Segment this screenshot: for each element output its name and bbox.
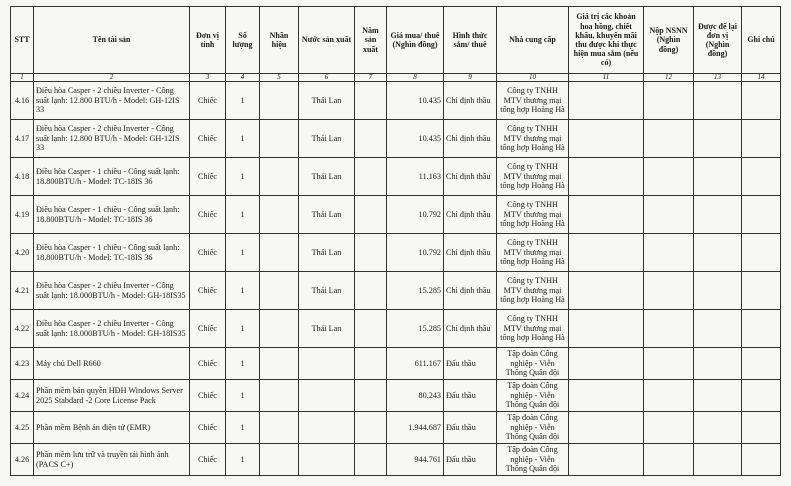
header-year: Năm sản xuất: [355, 7, 387, 74]
header-method: Hình thức sắm/ thuê: [444, 7, 497, 74]
cell-qty: 1: [226, 380, 260, 412]
cell-method: Chỉ định thầu: [444, 196, 497, 234]
column-number: 7: [355, 74, 387, 82]
cell-qty: 1: [226, 196, 260, 234]
cell-country: [299, 380, 355, 412]
cell-year: [355, 348, 387, 380]
cell-price: 15.285: [387, 310, 444, 348]
cell-country: Thái Lan: [299, 196, 355, 234]
cell-year: [355, 310, 387, 348]
header-brand: Nhãn hiệu: [260, 7, 299, 74]
table-row: [11, 158, 781, 196]
column-number: 11: [569, 74, 644, 82]
header-price: Giá mua/ thuê (Nghìn đồng): [387, 7, 444, 74]
cell-name: Phần mềm Bệnh án điện tử (EMR): [34, 412, 190, 444]
cell-qty: 1: [226, 120, 260, 158]
column-number: 13: [694, 74, 742, 82]
cell-note: [742, 380, 781, 412]
table-row: [11, 412, 781, 444]
cell-price: 944.761: [387, 444, 444, 476]
cell-note: [742, 444, 781, 476]
header-supplier: Nhà cung cấp: [497, 7, 569, 74]
cell-qty: 1: [226, 348, 260, 380]
cell-price: 15.285: [387, 272, 444, 310]
cell-name: Điều hòa Casper - 1 chiều - Công suất lạnh: 18.800BTU/h - Model: TC-18IS 36: [34, 196, 190, 234]
cell-country: Thái Lan: [299, 234, 355, 272]
cell-brand: [260, 310, 299, 348]
cell-nsnn: [644, 380, 694, 412]
cell-qty: 1: [226, 234, 260, 272]
cell-year: [355, 158, 387, 196]
cell-stt: 4.22: [11, 310, 34, 348]
cell-price: 80.243: [387, 380, 444, 412]
header-qty: Số lượng: [226, 7, 260, 74]
cell-price: 11.163: [387, 158, 444, 196]
cell-brand: [260, 158, 299, 196]
cell-discount: [569, 310, 644, 348]
cell-name: Điều hòa Casper - 2 chiều Inverter - Công suất lạnh: 18.000BTU/h - Model: GH-18IS35: [34, 272, 190, 310]
cell-kept: [694, 272, 742, 310]
cell-discount: [569, 234, 644, 272]
cell-nsnn: [644, 234, 694, 272]
table-row: [11, 348, 781, 380]
cell-method: Đấu thầu: [444, 444, 497, 476]
cell-unit: Chiếc: [190, 412, 226, 444]
cell-supplier: Tập đoàn Công nghiệp - Viễn Thông Quân đội: [497, 444, 569, 476]
table-row: [11, 234, 781, 272]
column-number: 5: [260, 74, 299, 82]
cell-supplier: Công ty TNHH MTV thương mại tổng hợp Hoàng Hà: [497, 310, 569, 348]
cell-method: Đấu thầu: [444, 348, 497, 380]
header-kept: Được để lại đơn vị (Nghìn đồng): [694, 7, 742, 74]
cell-kept: [694, 412, 742, 444]
cell-method: Đấu thầu: [444, 412, 497, 444]
cell-note: [742, 348, 781, 380]
cell-name: Điều hòa Casper - 1 chiều - Công suất lạnh: 18.800BTU/h - Model: TC-18IS 36: [34, 234, 190, 272]
cell-discount: [569, 412, 644, 444]
cell-country: [299, 412, 355, 444]
cell-year: [355, 444, 387, 476]
cell-method: Chỉ định thầu: [444, 310, 497, 348]
cell-kept: [694, 196, 742, 234]
cell-name: Điều hòa Casper - 2 chiều Inverter - Công suất lạnh: 12.800 BTU/h - Model: GH-12IS 33: [34, 120, 190, 158]
cell-year: [355, 196, 387, 234]
cell-supplier: Tập đoàn Công nghiệp - Viễn Thông Quân đội: [497, 348, 569, 380]
cell-country: Thái Lan: [299, 120, 355, 158]
table-row: [11, 196, 781, 234]
cell-brand: [260, 234, 299, 272]
column-number: 10: [497, 74, 569, 82]
cell-name: Phần mềm lưu trữ và truyền tải hình ảnh (PACS C+): [34, 444, 190, 476]
cell-supplier: Tập đoàn Công nghiệp - Viễn Thông Quân đội: [497, 412, 569, 444]
cell-qty: 1: [226, 158, 260, 196]
cell-unit: Chiếc: [190, 380, 226, 412]
table-row: [11, 120, 781, 158]
cell-stt: 4.17: [11, 120, 34, 158]
cell-stt: 4.26: [11, 444, 34, 476]
cell-note: [742, 412, 781, 444]
cell-brand: [260, 120, 299, 158]
cell-country: Thái Lan: [299, 272, 355, 310]
column-number-row: [11, 74, 781, 82]
cell-note: [742, 120, 781, 158]
cell-note: [742, 158, 781, 196]
cell-stt: 4.18: [11, 158, 34, 196]
cell-kept: [694, 120, 742, 158]
cell-price: 10.792: [387, 234, 444, 272]
cell-price: 611.167: [387, 348, 444, 380]
cell-discount: [569, 380, 644, 412]
cell-stt: 4.24: [11, 380, 34, 412]
cell-price: 10.435: [387, 82, 444, 120]
column-number: 14: [742, 74, 781, 82]
cell-discount: [569, 158, 644, 196]
cell-name: Điều hòa Casper - 2 chiều Inverter - Công suất lạnh: 18.000BTU/h - Model: GH-18IS35: [34, 310, 190, 348]
cell-price: 10.792: [387, 196, 444, 234]
cell-brand: [260, 348, 299, 380]
cell-nsnn: [644, 412, 694, 444]
cell-stt: 4.25: [11, 412, 34, 444]
column-number: 3: [190, 74, 226, 82]
column-number: 12: [644, 74, 694, 82]
column-number: 9: [444, 74, 497, 82]
header-country: Nước sản xuất: [299, 7, 355, 74]
cell-note: [742, 234, 781, 272]
table-row: [11, 272, 781, 310]
cell-discount: [569, 444, 644, 476]
cell-note: [742, 272, 781, 310]
cell-nsnn: [644, 82, 694, 120]
cell-year: [355, 82, 387, 120]
cell-unit: Chiếc: [190, 120, 226, 158]
column-number: 6: [299, 74, 355, 82]
cell-year: [355, 120, 387, 158]
cell-method: Chỉ định thầu: [444, 120, 497, 158]
cell-kept: [694, 82, 742, 120]
cell-supplier: Công ty TNHH MTV thương mại tổng hợp Hoàng Hà: [497, 196, 569, 234]
cell-nsnn: [644, 272, 694, 310]
cell-method: Chỉ định thầu: [444, 234, 497, 272]
header-nsnn: Nộp NSNN (Nghìn đồng): [644, 7, 694, 74]
cell-qty: 1: [226, 444, 260, 476]
cell-name: Phần mềm bản quyền HĐH Windows Server 2025 Stabdard -2 Core License Pack: [34, 380, 190, 412]
cell-nsnn: [644, 348, 694, 380]
cell-nsnn: [644, 196, 694, 234]
cell-supplier: Công ty TNHH MTV thương mại tổng hợp Hoàng Hà: [497, 234, 569, 272]
cell-country: Thái Lan: [299, 310, 355, 348]
cell-stt: 4.23: [11, 348, 34, 380]
header-unit: Đơn vị tính: [190, 7, 226, 74]
column-number: 4: [226, 74, 260, 82]
cell-brand: [260, 82, 299, 120]
table-row: [11, 380, 781, 412]
cell-unit: Chiếc: [190, 444, 226, 476]
cell-method: Đấu thầu: [444, 380, 497, 412]
cell-note: [742, 310, 781, 348]
cell-brand: [260, 272, 299, 310]
cell-country: [299, 444, 355, 476]
cell-unit: Chiếc: [190, 82, 226, 120]
cell-nsnn: [644, 158, 694, 196]
cell-price: 10.435: [387, 120, 444, 158]
header-note: Ghi chú: [742, 7, 781, 74]
cell-nsnn: [644, 444, 694, 476]
cell-method: Chỉ định thầu: [444, 158, 497, 196]
cell-supplier: Công ty TNHH MTV thương mại tổng hợp Hoàng Hà: [497, 272, 569, 310]
cell-unit: Chiếc: [190, 272, 226, 310]
header-row: [11, 7, 781, 74]
header-discount: Giá trị các khoản hoa hồng, chiết khấu, khuyến mãi thu được khi thực hiện mua sắm (nếu có): [569, 7, 644, 74]
cell-country: Thái Lan: [299, 158, 355, 196]
cell-name: Điều hòa Casper - 2 chiều Inverter - Công suất lạnh: 12.800 BTU/h - Model: GH-12IS 33: [34, 82, 190, 120]
header-name: Tên tài sản: [34, 7, 190, 74]
cell-discount: [569, 348, 644, 380]
cell-method: Chỉ định thầu: [444, 272, 497, 310]
cell-qty: 1: [226, 310, 260, 348]
cell-note: [742, 82, 781, 120]
cell-stt: 4.16: [11, 82, 34, 120]
cell-qty: 1: [226, 82, 260, 120]
cell-nsnn: [644, 310, 694, 348]
cell-supplier: Công ty TNHH MTV thương mại tổng hợp Hoàng Hà: [497, 158, 569, 196]
cell-year: [355, 380, 387, 412]
cell-supplier: Tập đoàn Công nghiệp - Viễn Thông Quân đội: [497, 380, 569, 412]
cell-brand: [260, 412, 299, 444]
cell-unit: Chiếc: [190, 234, 226, 272]
cell-supplier: Công ty TNHH MTV thương mại tổng hợp Hoàng Hà: [497, 120, 569, 158]
column-number: 2: [34, 74, 190, 82]
cell-kept: [694, 158, 742, 196]
cell-discount: [569, 196, 644, 234]
header-stt: STT: [11, 7, 34, 74]
cell-year: [355, 234, 387, 272]
cell-supplier: Công ty TNHH MTV thương mại tổng hợp Hoàng Hà: [497, 82, 569, 120]
table-row: [11, 444, 781, 476]
cell-kept: [694, 234, 742, 272]
cell-stt: 4.19: [11, 196, 34, 234]
cell-brand: [260, 444, 299, 476]
cell-country: Thái Lan: [299, 82, 355, 120]
cell-brand: [260, 196, 299, 234]
cell-stt: 4.20: [11, 234, 34, 272]
cell-year: [355, 272, 387, 310]
cell-unit: Chiếc: [190, 196, 226, 234]
cell-kept: [694, 380, 742, 412]
cell-unit: Chiếc: [190, 158, 226, 196]
cell-unit: Chiếc: [190, 348, 226, 380]
cell-discount: [569, 82, 644, 120]
cell-brand: [260, 380, 299, 412]
cell-country: [299, 348, 355, 380]
cell-name: Điều hòa Casper - 1 chiều - Công suất lạnh: 18.800BTU/h - Model: TC-18IS 36: [34, 158, 190, 196]
cell-qty: 1: [226, 272, 260, 310]
cell-nsnn: [644, 120, 694, 158]
column-number: 1: [11, 74, 34, 82]
cell-discount: [569, 272, 644, 310]
cell-stt: 4.21: [11, 272, 34, 310]
cell-price: 1.944.687: [387, 412, 444, 444]
cell-kept: [694, 348, 742, 380]
asset-table: [10, 6, 781, 476]
cell-unit: Chiếc: [190, 310, 226, 348]
cell-note: [742, 196, 781, 234]
cell-year: [355, 412, 387, 444]
table-row: [11, 310, 781, 348]
asset-table-body: [11, 82, 781, 476]
cell-kept: [694, 310, 742, 348]
cell-name: Máy chủ Dell R660: [34, 348, 190, 380]
table-row: [11, 82, 781, 120]
cell-discount: [569, 120, 644, 158]
cell-method: Chỉ định thầu: [444, 82, 497, 120]
cell-kept: [694, 444, 742, 476]
cell-qty: 1: [226, 412, 260, 444]
column-number: 8: [387, 74, 444, 82]
